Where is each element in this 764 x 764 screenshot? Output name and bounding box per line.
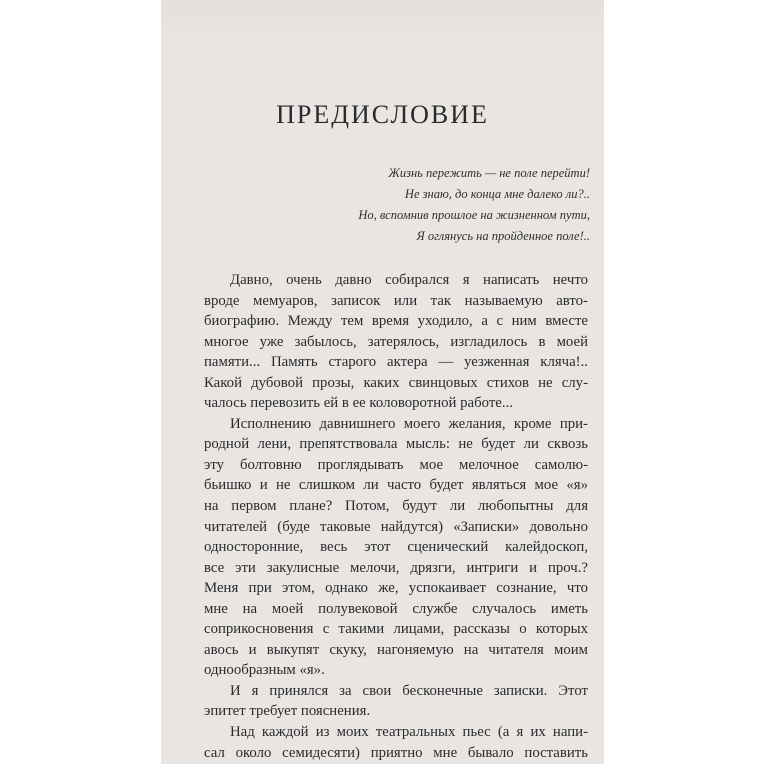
text-line: родной лени, препятствовала мысль: не будет ли сквозь <box>204 436 588 453</box>
text-line: Меня при этом, однако же, успокаивает сознание, что <box>204 580 588 597</box>
epigraph <box>170 163 590 247</box>
text-line: биографию. Между тем время уходило, а с ним вместе <box>204 313 588 330</box>
text-line: Исполнению давнишнего моего желания, кроме при- <box>230 415 588 432</box>
text-line: Какой дубовой прозы, каких свинцовых стихов не слу- <box>204 374 588 391</box>
text-line: на первом плане? Потом, будут ли любопытны для <box>204 498 588 515</box>
text-line: И я принялся за свои бесконечные записки. Этот <box>230 682 588 699</box>
body-text <box>204 270 588 763</box>
text-line: вроде мемуаров, записок или так называемую авто- <box>204 292 588 309</box>
book-page <box>161 0 604 764</box>
epigraph-line: Не знаю, до конца мне далеко ли?.. <box>404 187 590 201</box>
text-line: Давно, очень давно собирался я написать нечто <box>230 272 588 288</box>
epigraph-line: Но, вспомнив прошлое на жизненном пути, <box>358 208 590 222</box>
text-line: односторонние, весь этот сценический калейдоскоп, <box>204 539 588 556</box>
epigraph-line: Жизнь пережить — не поле перейти! <box>388 166 590 180</box>
text-line: читателей (буде таковые найдутся) «Записки» довольно <box>204 518 588 535</box>
text-line: Над каждой из моих театральных пьес (а я их напи- <box>230 724 588 741</box>
text-line: авось и выкупят скуку, нагоняемую на читателя моим <box>204 641 588 658</box>
text-line: однообразным «я». <box>204 662 325 679</box>
text-line: памяти... Память старого актера — уезженная кляча!.. <box>204 354 588 371</box>
text-line: сал около семидесяти) приятно мне бывало поставить <box>204 744 588 761</box>
text-line: мне на моей полувековой службе случалось иметь <box>204 600 588 617</box>
text-line: эту болтовню проглядывать мое мелочное самолю- <box>204 456 588 473</box>
text-line: эпитет требует пояснения. <box>204 703 371 720</box>
text-line: соприкосновения с такими лицами, рассказы о которых <box>204 621 588 638</box>
text-line: все эти закулисные мелочи, дрязги, интриги и проч.? <box>204 559 588 576</box>
text-line: бьишко и не слишком ли часто будет являться мое «я» <box>204 477 588 494</box>
text-line: чалось перевозить ей в ее коловоротной работе... <box>204 395 513 412</box>
chapter-title: ПРЕДИСЛОВИЕ <box>276 100 489 129</box>
epigraph-line: Я оглянусь на пройденное поле!.. <box>416 229 590 243</box>
text-line: многое уже забылось, затерялось, изгладилось в моей <box>204 333 588 350</box>
page-top-shade <box>161 0 604 46</box>
